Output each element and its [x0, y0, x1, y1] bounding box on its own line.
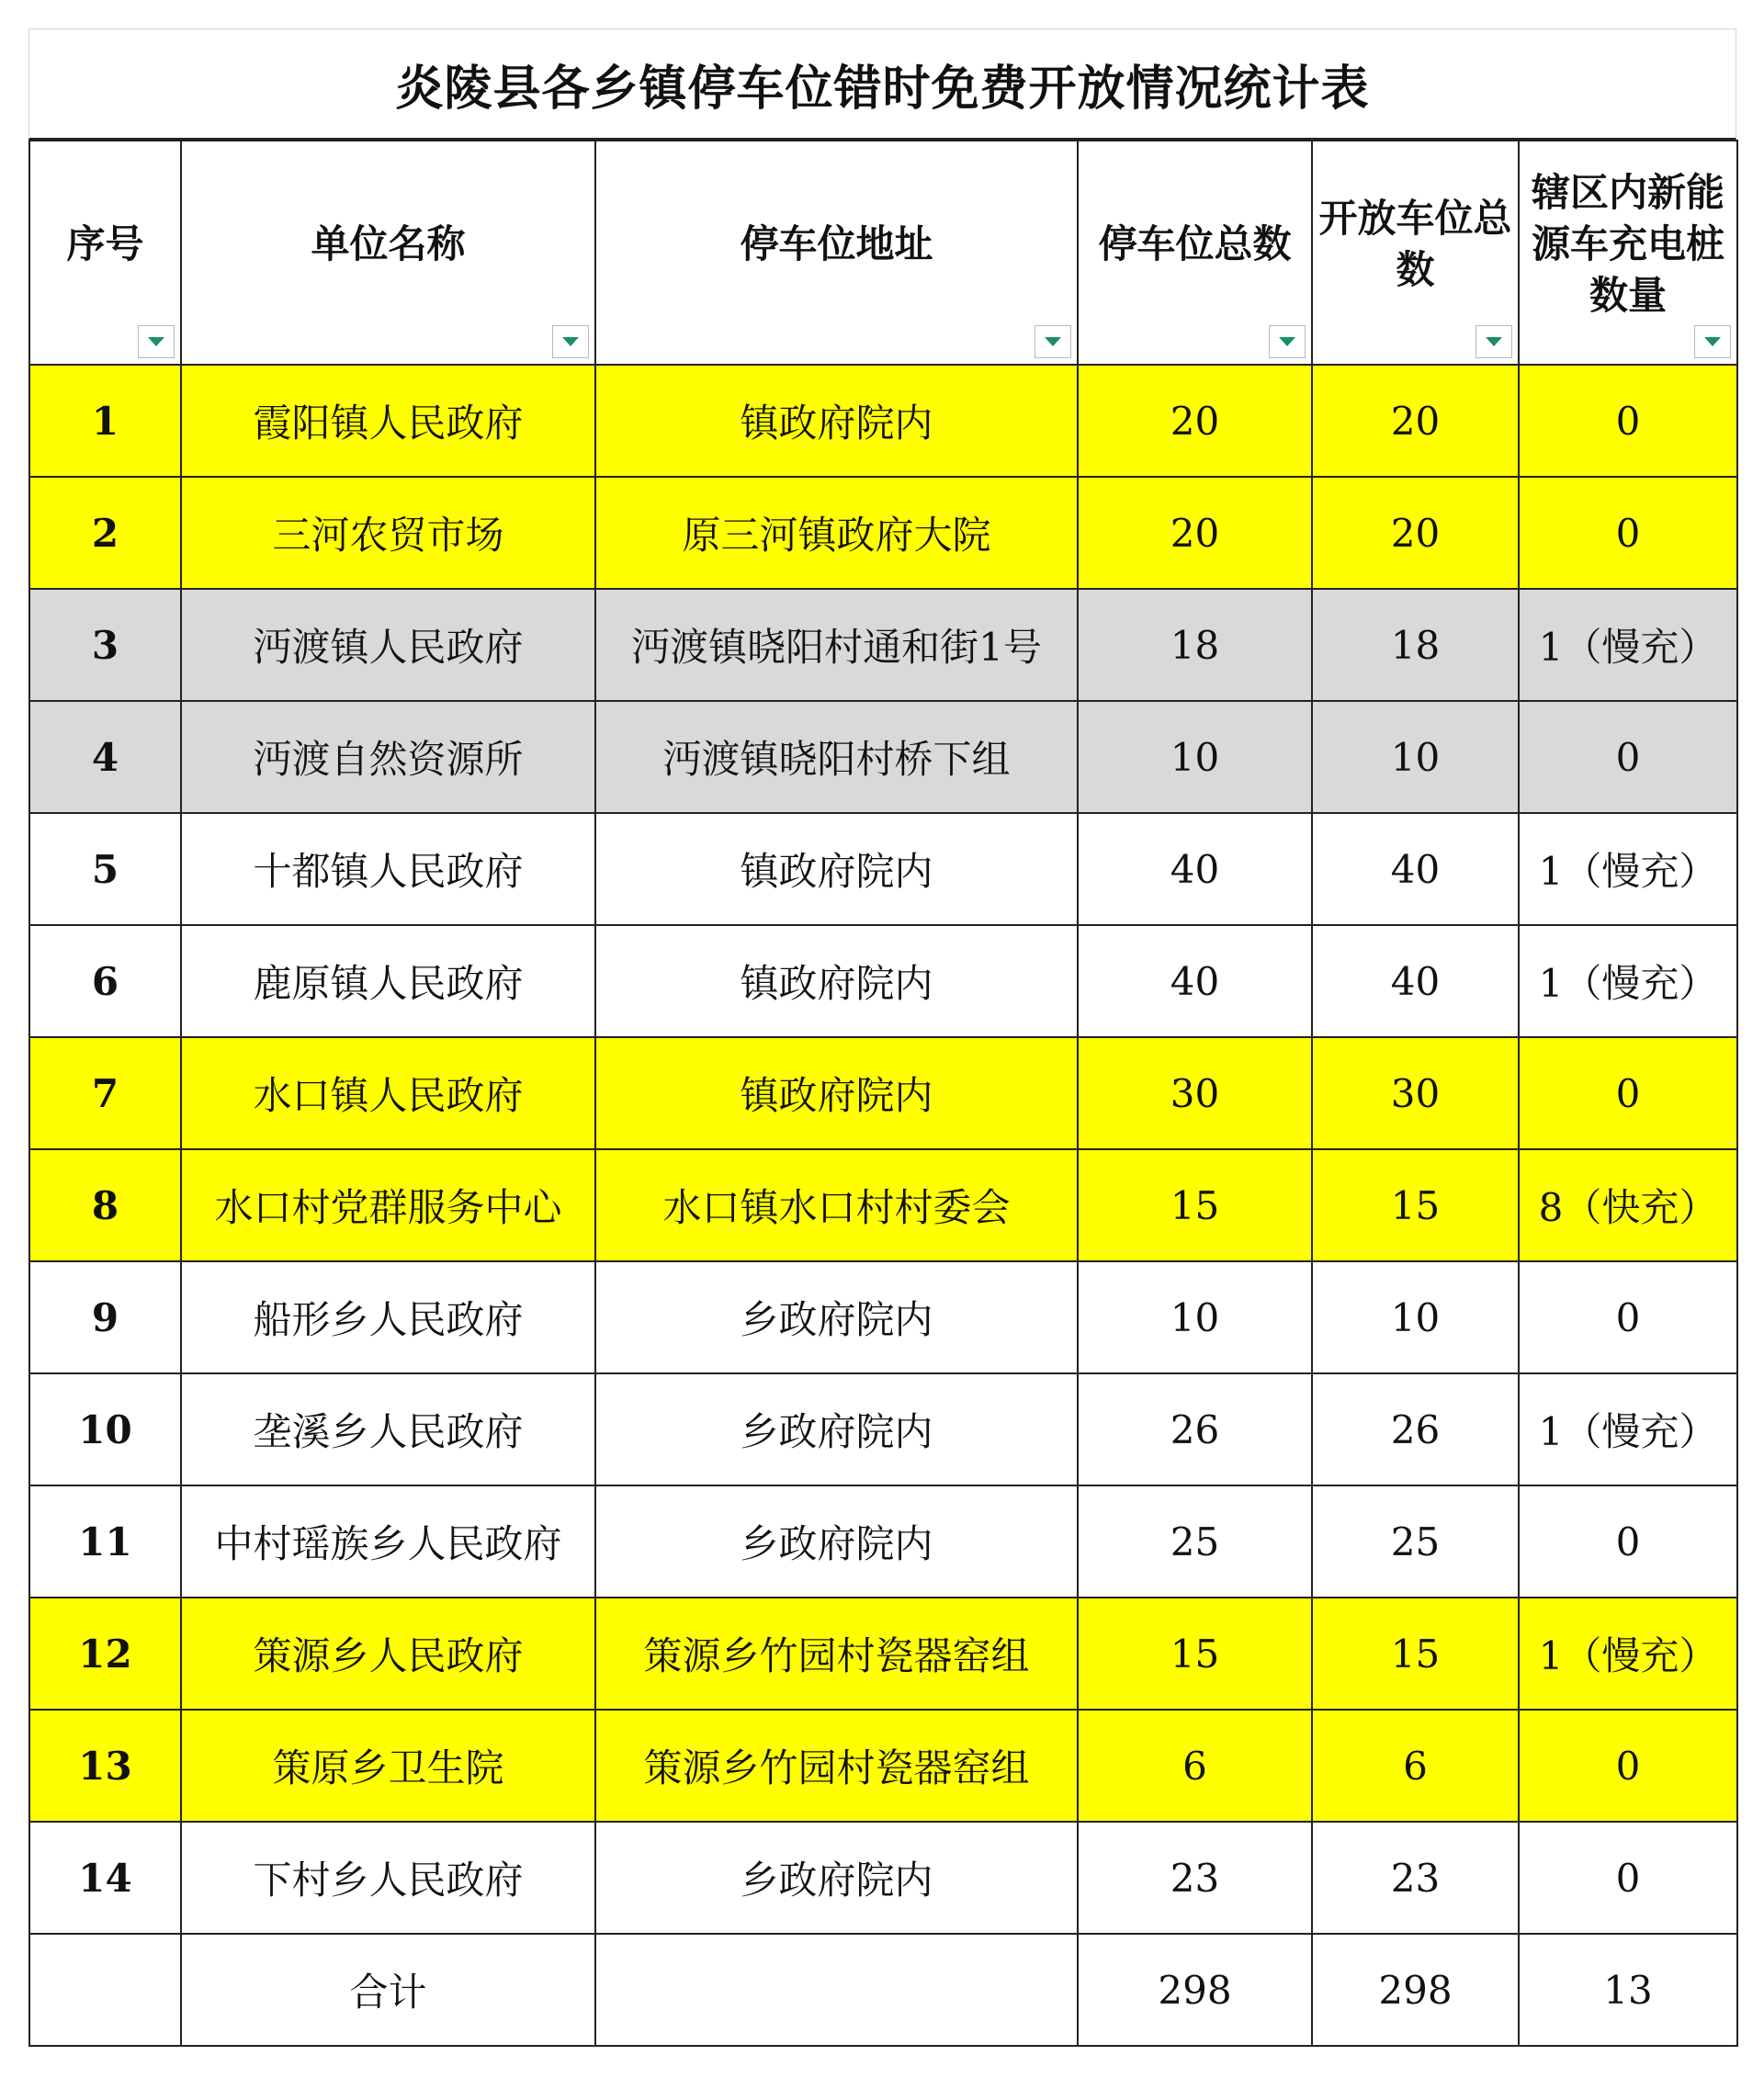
header-total-label: 停车位总数 [1098, 221, 1292, 266]
filter-dropdown-button[interactable] [1269, 325, 1306, 358]
header-open [1312, 141, 1519, 365]
cell-index[interactable]: 1 [29, 365, 181, 477]
cell-total[interactable]: 10 [1078, 1261, 1312, 1373]
filter-dropdown-button[interactable] [1476, 325, 1512, 358]
header-address-label: 停车位地址 [740, 221, 933, 266]
cell-open[interactable]: 18 [1312, 589, 1519, 701]
cell-total[interactable]: 40 [1078, 813, 1312, 925]
filter-dropdown-button[interactable] [138, 325, 175, 358]
cell-unit[interactable]: 水口镇人民政府 [181, 1037, 595, 1149]
cell-open[interactable]: 6 [1312, 1710, 1519, 1822]
cell-chargers[interactable]: 1（慢充） [1519, 589, 1737, 701]
dropdown-filter-icon [1704, 337, 1721, 346]
title-row [28, 28, 1736, 140]
cell-index[interactable]: 7 [29, 1037, 181, 1149]
cell-total[interactable]: 30 [1078, 1037, 1312, 1149]
cell-total[interactable]: 15 [1078, 1598, 1312, 1710]
cell-open[interactable]: 10 [1312, 701, 1519, 813]
cell-address[interactable]: 乡政府院内 [595, 1261, 1078, 1373]
cell-index[interactable]: 8 [29, 1149, 181, 1261]
header-total [1078, 141, 1312, 365]
table-row [29, 1261, 1737, 1373]
table-row [29, 1598, 1737, 1710]
summary-label[interactable]: 合计 [181, 1934, 595, 2046]
page-title: 炎陵县各乡镇停车位错时免费开放情况统计表 [395, 61, 1370, 117]
cell-address[interactable]: 镇政府院内 [595, 925, 1078, 1037]
cell-unit[interactable]: 中村瑶族乡人民政府 [181, 1485, 595, 1598]
cell-total[interactable]: 18 [1078, 589, 1312, 701]
cell-index[interactable]: 2 [29, 477, 181, 589]
cell-total[interactable]: 25 [1078, 1485, 1312, 1598]
header-open-label: 开放车位总数 [1318, 196, 1512, 292]
cell-chargers[interactable]: 1（慢充） [1519, 813, 1737, 925]
cell-address[interactable]: 沔渡镇晓阳村通和街1号 [595, 589, 1078, 701]
cell-unit[interactable]: 垄溪乡人民政府 [181, 1373, 595, 1485]
table-row [29, 1710, 1737, 1822]
cell-total[interactable]: 10 [1078, 701, 1312, 813]
cell-open[interactable]: 23 [1312, 1822, 1519, 1934]
cell-total[interactable]: 15 [1078, 1149, 1312, 1261]
cell-open[interactable]: 15 [1312, 1149, 1519, 1261]
cell-address[interactable]: 策源乡竹园村瓷器窑组 [595, 1598, 1078, 1710]
cell-chargers[interactable]: 0 [1519, 1485, 1737, 1598]
cell-open[interactable]: 15 [1312, 1598, 1519, 1710]
cell-total[interactable]: 20 [1078, 365, 1312, 477]
cell-total[interactable]: 40 [1078, 925, 1312, 1037]
cell-index[interactable]: 11 [29, 1485, 181, 1598]
dropdown-filter-icon [1279, 337, 1295, 346]
cell-open[interactable]: 20 [1312, 477, 1519, 589]
cell-total[interactable]: 20 [1078, 477, 1312, 589]
cell-unit[interactable]: 鹿原镇人民政府 [181, 925, 595, 1037]
cell-chargers[interactable]: 0 [1519, 1822, 1737, 1934]
header-unit-label: 单位名称 [311, 221, 466, 266]
cell-index[interactable]: 14 [29, 1822, 181, 1934]
filter-dropdown-button[interactable] [552, 325, 589, 358]
summary-chargers[interactable]: 13 [1519, 1934, 1737, 2046]
cell-open[interactable]: 40 [1312, 813, 1519, 925]
dropdown-filter-icon [1486, 337, 1502, 346]
table-row [29, 701, 1737, 813]
header-unit [181, 141, 595, 365]
cell-index[interactable]: 13 [29, 1710, 181, 1822]
cell-unit[interactable]: 下村乡人民政府 [181, 1822, 595, 1934]
cell-open[interactable]: 40 [1312, 925, 1519, 1037]
header-chargers-label: 辖区内新能源车充电桩数量 [1531, 170, 1724, 318]
cell-address[interactable]: 镇政府院内 [595, 813, 1078, 925]
cell-chargers[interactable]: 1（慢充） [1519, 925, 1737, 1037]
cell-index[interactable]: 9 [29, 1261, 181, 1373]
dropdown-filter-icon [562, 337, 579, 346]
cell-open[interactable]: 20 [1312, 365, 1519, 477]
cell-index[interactable]: 10 [29, 1373, 181, 1485]
cell-index[interactable]: 12 [29, 1598, 181, 1710]
cell-address[interactable]: 乡政府院内 [595, 1822, 1078, 1934]
cell-unit[interactable]: 霞阳镇人民政府 [181, 365, 595, 477]
table-row [29, 1485, 1737, 1598]
cell-open[interactable]: 25 [1312, 1485, 1519, 1598]
header-chargers [1519, 141, 1737, 365]
cell-unit[interactable]: 水口村党群服务中心 [181, 1149, 595, 1261]
table-row [29, 1149, 1737, 1261]
table-row [29, 925, 1737, 1037]
cell-address[interactable]: 镇政府院内 [595, 1037, 1078, 1149]
cell-summary-index[interactable] [29, 1934, 181, 2046]
summary-total[interactable]: 298 [1078, 1934, 1312, 2046]
cell-chargers[interactable]: 0 [1519, 477, 1737, 589]
filter-dropdown-button[interactable] [1035, 325, 1071, 358]
cell-address[interactable]: 沔渡镇晓阳村桥下组 [595, 701, 1078, 813]
table-row [29, 813, 1737, 925]
cell-address[interactable]: 镇政府院内 [595, 365, 1078, 477]
cell-unit[interactable]: 沔渡自然资源所 [181, 701, 595, 813]
cell-chargers[interactable]: 0 [1519, 1710, 1737, 1822]
cell-unit[interactable]: 策源乡人民政府 [181, 1598, 595, 1710]
table-row [29, 1822, 1737, 1934]
cell-chargers[interactable]: 8（快充） [1519, 1149, 1737, 1261]
table-row [29, 1037, 1737, 1149]
cell-address[interactable]: 原三河镇政府大院 [595, 477, 1078, 589]
header-index-label: 序号 [66, 221, 144, 266]
table-row [29, 589, 1737, 701]
cell-index[interactable]: 5 [29, 813, 181, 925]
cell-open[interactable]: 26 [1312, 1373, 1519, 1485]
cell-unit[interactable]: 沔渡镇人民政府 [181, 589, 595, 701]
cell-unit[interactable]: 三河农贸市场 [181, 477, 595, 589]
table-row [29, 477, 1737, 589]
cell-chargers[interactable]: 1（慢充） [1519, 1373, 1737, 1485]
cell-address[interactable]: 策源乡竹园村瓷器窑组 [595, 1710, 1078, 1822]
cell-chargers[interactable]: 0 [1519, 1037, 1737, 1149]
dropdown-filter-icon [1045, 337, 1061, 346]
summary-row [29, 1934, 1737, 2046]
cell-total[interactable]: 6 [1078, 1710, 1312, 1822]
cell-index[interactable]: 3 [29, 589, 181, 701]
cell-unit[interactable]: 十都镇人民政府 [181, 813, 595, 925]
cell-index[interactable]: 6 [29, 925, 181, 1037]
cell-unit[interactable]: 船形乡人民政府 [181, 1261, 595, 1373]
header-address [595, 141, 1078, 365]
cell-total[interactable]: 23 [1078, 1822, 1312, 1934]
cell-chargers[interactable]: 0 [1519, 701, 1737, 813]
filter-dropdown-button[interactable] [1694, 325, 1731, 358]
cell-address[interactable]: 乡政府院内 [595, 1373, 1078, 1485]
cell-summary-address[interactable] [595, 1934, 1078, 2046]
cell-chargers[interactable]: 0 [1519, 1261, 1737, 1373]
summary-open[interactable]: 298 [1312, 1934, 1519, 2046]
parking-table [28, 140, 1738, 2047]
dropdown-filter-icon [148, 337, 164, 346]
cell-chargers[interactable]: 1（慢充） [1519, 1598, 1737, 1710]
cell-open[interactable]: 30 [1312, 1037, 1519, 1149]
table-row [29, 1373, 1737, 1485]
header-index [29, 141, 181, 365]
cell-index[interactable]: 4 [29, 701, 181, 813]
table-row [29, 365, 1737, 477]
header-row [29, 141, 1737, 365]
cell-unit[interactable]: 策原乡卫生院 [181, 1710, 595, 1822]
cell-open[interactable]: 10 [1312, 1261, 1519, 1373]
cell-chargers[interactable]: 0 [1519, 365, 1737, 477]
cell-address[interactable]: 乡政府院内 [595, 1485, 1078, 1598]
spreadsheet-sheet [28, 28, 1736, 2047]
cell-address[interactable]: 水口镇水口村村委会 [595, 1149, 1078, 1261]
cell-total[interactable]: 26 [1078, 1373, 1312, 1485]
